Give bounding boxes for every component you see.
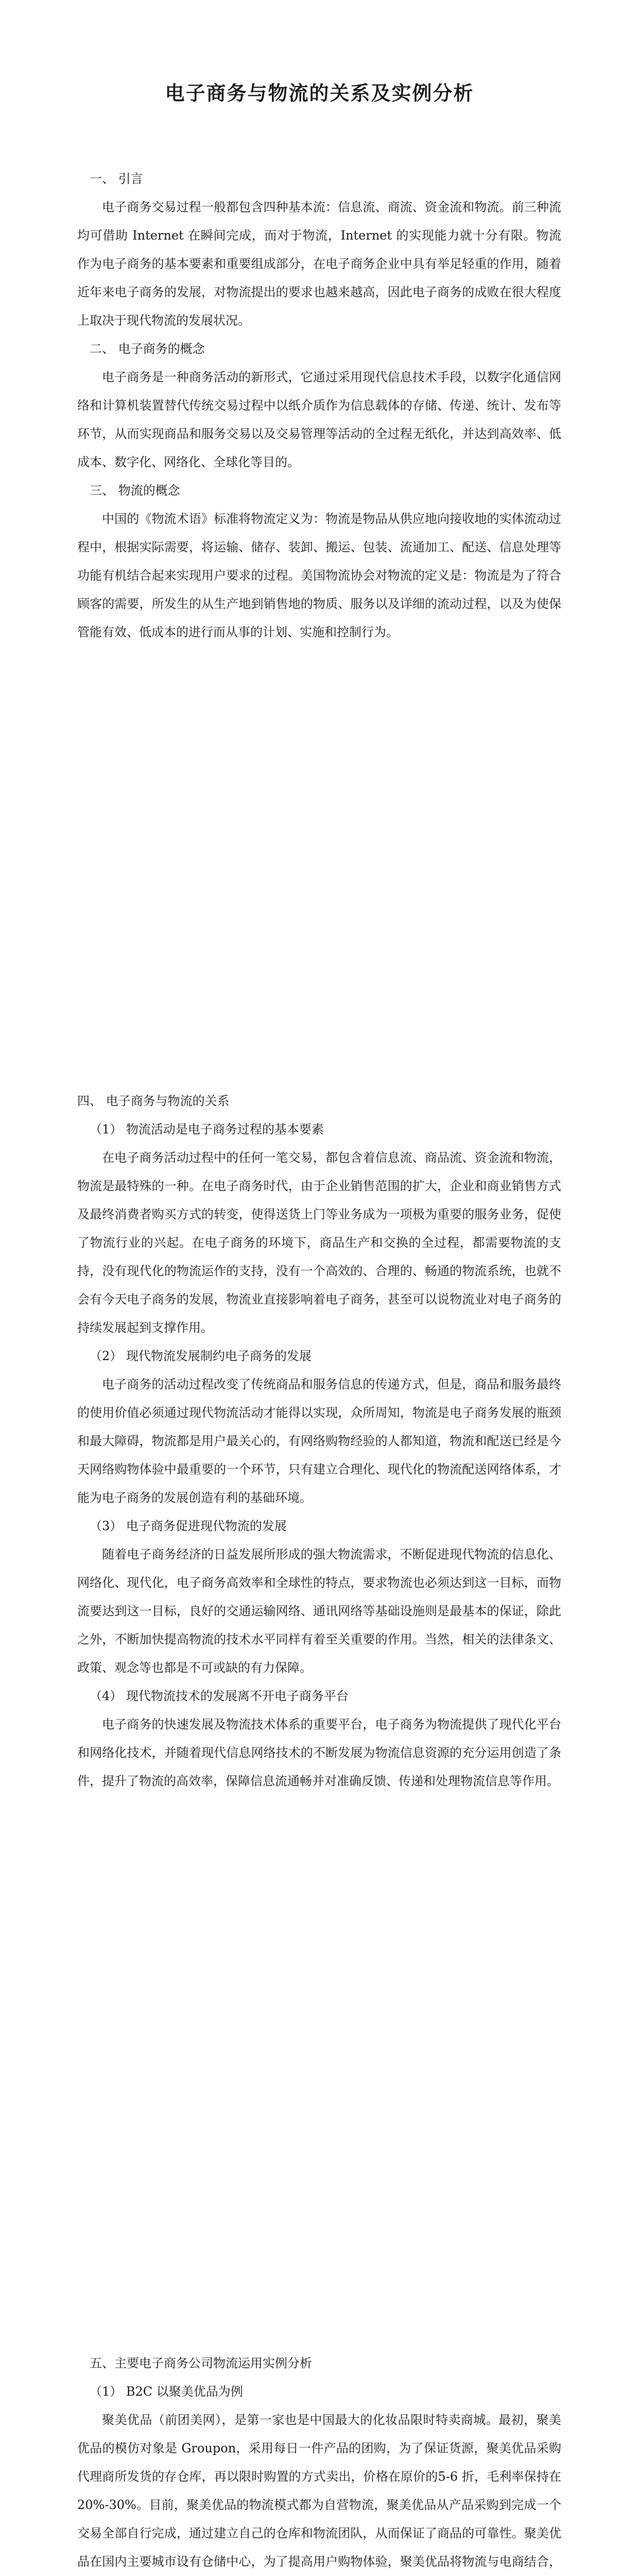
paragraph: 电子商务是一种商务活动的新形式，它通过采用现代信息技术手段，以数字化通信网络和计算机装置替代传统交易过程中以纸介质作为信息载体的存储、传递、统计、发布等环节，从而实现商品和服务交易以及交易管理等活动的全过程无纸化，并达到高效率、低成本、数字化、网络化、全球化等目的。 <box>77 370 561 469</box>
paragraph: 聚美优品（前团美网），是第一家也是中国最大的化妆品限时特卖商城。最初，聚美优品的模仿对象是 Groupon，采用每日一件产品的团购，为了保证货源，聚美优品采购代理商所发货的存仓库，再以限时购置的方式卖出，价格在原价的5-6 折，毛利率保持在 20%-30%。目前，聚美优品的物流模式都为自营物流，聚美优品从产品采购到完成一个交易全部自行完成，通过建立自己的仓库和物流团队，从而保证了商品的可靠性。聚美优品在国内主要城市设有仓储中心，为了提高用户购物体验，聚美优品将物流与电商结合， <box>77 2413 561 2569</box>
subsection-heading: （2） 现代物流发展制约电子商务的发展 <box>90 1349 312 1363</box>
section-heading: 四、 电子商务与物流的关系 <box>77 1094 230 1108</box>
section-heading: 五、主要电子商务公司物流运用实例分析 <box>90 2356 312 2370</box>
section-relationship <box>77 1087 561 1795</box>
subsection-heading: （4） 现代物流技术的发展离不开电子商务平台 <box>90 1689 349 1703</box>
section-intro <box>77 165 561 647</box>
subsection-heading: （3） 电子商务促进现代物流的发展 <box>90 1519 287 1533</box>
paragraph: 电子商务的活动过程改变了传统商品和服务信息的传递方式，但是，商品和服务最终的使用价值必须通过现代物流活动才能得以实现，众所周知，物流是电子商务发展的瓶颈和最大障碍，物流都是用户最关心的，有网络购物经验的人都知道，物流和配送已经是今天网络购物体验中最重要的一个环节，只有建立合理化、现代化的物流配送网络体系，才能为电子商务的发展创造有利的基础环境。 <box>77 1377 561 1505</box>
paragraph: 在电子商务活动过程中的任何一笔交易，都包含着信息流、商品流、资金流和物流，物流是最特殊的一种。在电子商务时代，由于企业销售范围的扩大，企业和商业销售方式及最终消费者购买方式的转变，使得送货上门等业务成为一项极为重要的服务业务，促使了物流行业的兴起。在电子商务的环境下，商品生产和交换的全过程，都需要物流的支持，没有现代化的物流运作的支持，没有一个高效的、合理的、畅通的物流系统，也就不会有今天电子商务的发展，物流业直接影响着电子商务，甚至可以说物流业对电子商务的持续发展起到支撑作用。 <box>77 1150 561 1335</box>
section-heading: 二、 电子商务的概念 <box>90 342 205 356</box>
section-case-study <box>77 2349 561 2576</box>
paragraph: 中国的《物流术语》标准将物流定义为：物流是物品从供应地向接收地的实体流动过程中，根据实际需要，将运输、储存、装卸、搬运、包装、流通加工、配送、信息处理等功能有机结合起来实现用户要求的过程。美国物流协会对物流的定义是：物流是为了符合顾客的需要，所发生的从生产地到销售地的物质、服务以及详细的流动过程，以及为使保管能有效、低成本的进行而从事的计划、实施和控制行为。 <box>77 512 561 639</box>
section-heading: 一、 引言 <box>90 172 143 186</box>
paragraph: 电子商务的快速发展及物流技术体系的重要平台，电子商务为物流提供了现代化平台和网络化技术，并随着现代信息网络技术的不断发展为物流信息资源的充分运用创造了条件，提升了物流的高效率，保障信息流通畅并对准确反馈、传递和处理物流信息等作用。 <box>77 1717 561 1788</box>
subsection-heading: （1） B2C 以聚美优品为例 <box>90 2384 243 2399</box>
subsection-heading: （1） 物流活动是电子商务过程的基本要素 <box>90 1122 324 1137</box>
paragraph: 电子商务交易过程一般都包含四种基本流：信息流、商流、资金流和物流。前三种流均可借助 Internet 在瞬间完成，而对于物流，Internet 的实现能力就十分有限。物流作为电子商务的基本要素和重要组成部分，在电子商务企业中具有举足轻重的作用，随着近年来电子商务的发展，对物流提出的要求也越来越高，因此电子商务的成败在很大程度上取决于现代物流的发展状况。 <box>77 200 561 328</box>
document-title: 电子商务与物流的关系及实例分析 <box>165 81 474 105</box>
paragraph: 随着电子商务经济的日益发展所形成的强大物流需求，不断促进现代物流的信息化、网络化、现代化，电子商务高效率和全球性的特点，要求物流也必须达到这一目标，而物流要达到这一目标，良好的交通运输网络、通讯网络等基础设施则是最基本的保证，除此之外，不断加快提高物流的技术水平同样有着至关重要的作用。当然，相关的法律条文、政策、观念等也都是不可或缺的有力保障。 <box>77 1547 561 1675</box>
section-heading: 三、 物流的概念 <box>90 483 180 498</box>
